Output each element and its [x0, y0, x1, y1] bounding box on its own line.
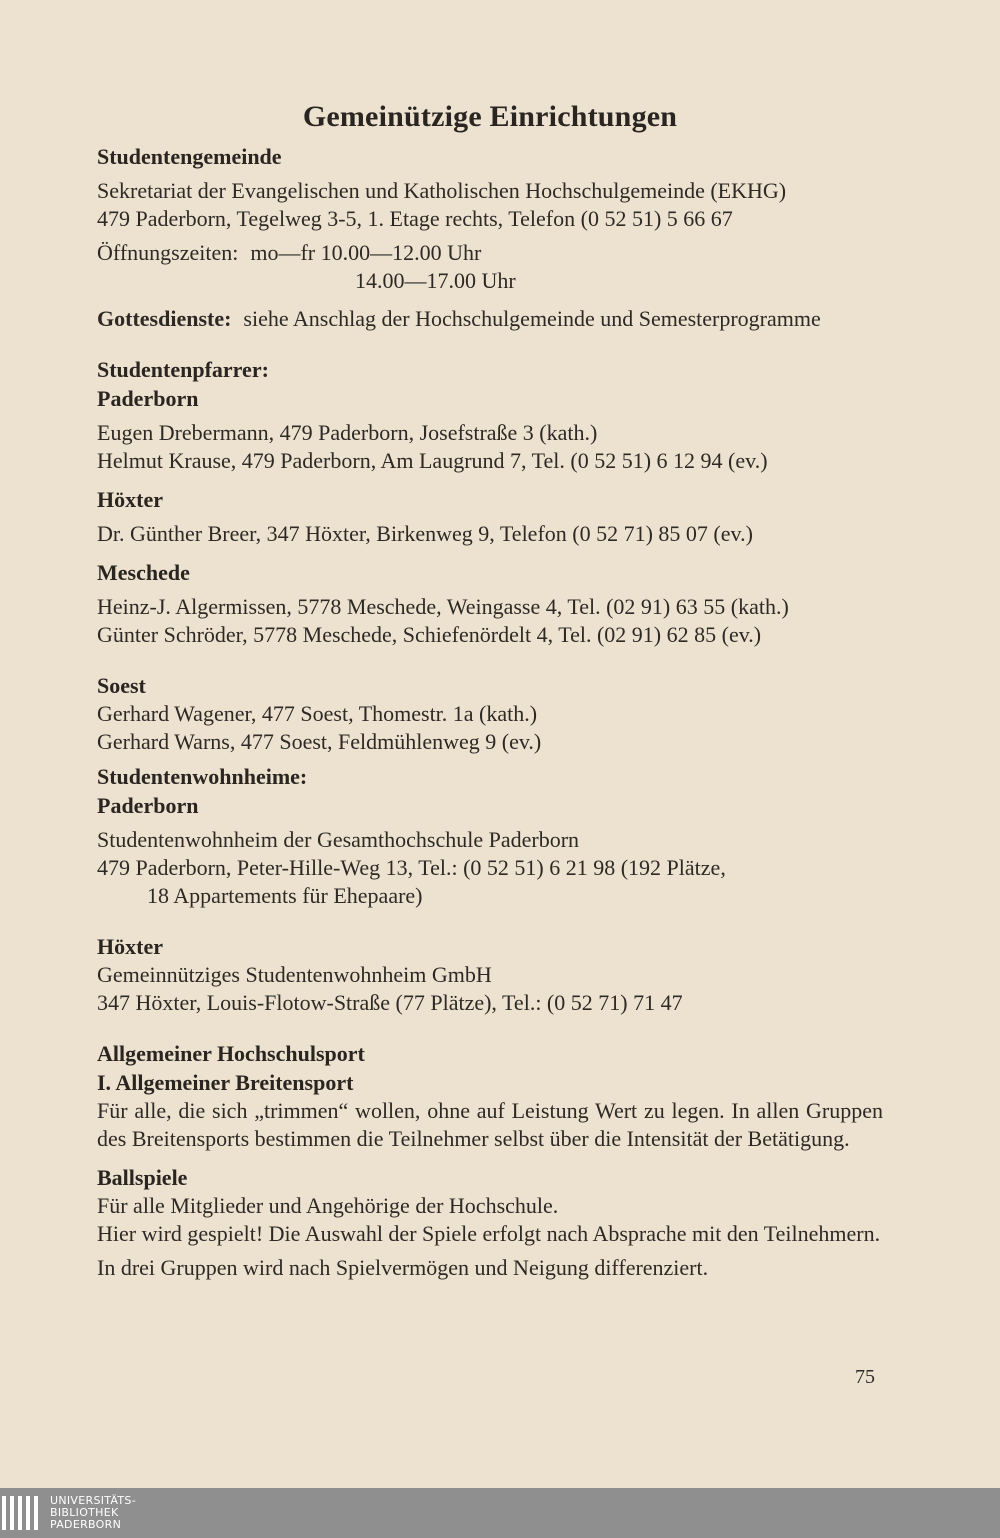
pfarrer-entry: Eugen Drebermann, 479 Paderborn, Josefstraße 3 (kath.): [97, 420, 598, 445]
pfarrer-entry: Dr. Günther Breer, 347 Höxter, Birkenweg 9, Telefon (0 52 71) 85 07 (ev.): [97, 521, 753, 546]
ekhg-address: 479 Paderborn, Tegelweg 3-5, 1. Etage rechts, Telefon (0 52 51) 5 66 67: [97, 206, 733, 231]
ballspiele-line: Hier wird gespielt! Die Auswahl der Spiele erfolgt nach Absprache mit den Teilnehmern.: [97, 1221, 881, 1246]
wohnheim-line: 18 Appartements für Ehepaare): [147, 883, 423, 908]
ballspiele-line: Für alle Mitglieder und Angehörige der Hochschule.: [97, 1193, 559, 1218]
hours-afternoon: 14.00—17.00 Uhr: [355, 268, 516, 293]
pfarrer-paderborn-heading: Paderborn: [97, 386, 199, 411]
page-number: 75: [855, 1366, 875, 1388]
ballspiele-line: In drei Gruppen wird nach Spielvermögen und Neigung differenziert.: [97, 1255, 709, 1280]
wohnheim-paderborn-heading: Paderborn: [97, 793, 199, 818]
pfarrer-entry: Helmut Krause, 479 Paderborn, Am Laugrund 7, Tel. (0 52 51) 6 12 94 (ev.): [97, 448, 768, 473]
library-name: [50, 1495, 136, 1531]
hochschulsport-heading: Allgemeiner Hochschulsport: [97, 1041, 365, 1066]
wohnheim-line: Studentenwohnheim der Gesamthochschule Paderborn: [97, 827, 580, 852]
pfarrer-entry: Gerhard Wagener, 477 Soest, Thomestr. 1a (kath.): [97, 701, 538, 726]
services-label: Gottesdienste:: [97, 306, 232, 331]
wohnheime-heading: Studentenwohnheime:: [97, 764, 308, 789]
library-footer: [0, 1488, 1000, 1538]
library-name-line: PADERBORN: [50, 1518, 122, 1531]
studentengemeinde-heading: Studentengemeinde: [97, 144, 282, 169]
services-text: siehe Anschlag der Hochschulgemeinde und Semesterprogramme: [243, 306, 821, 331]
ballspiele-heading: Ballspiele: [97, 1165, 188, 1190]
pfarrer-soest-heading: Soest: [97, 673, 146, 698]
pfarrer-entry: Gerhard Warns, 477 Soest, Feldmühlenweg 9 (ev.): [97, 729, 542, 754]
wohnheim-hoexter-heading: Höxter: [97, 934, 163, 959]
wohnheim-line: Gemeinnütziges Studentenwohnheim GmbH: [97, 962, 492, 987]
page-title: Gemeinützige Einrichtungen: [302, 100, 678, 133]
hours-morning: mo—fr 10.00—12.00 Uhr: [250, 240, 482, 265]
wohnheim-line: 479 Paderborn, Peter-Hille-Weg 13, Tel.: (0 52 51) 6 21 98 (192 Plätze,: [97, 855, 726, 880]
opening-hours: [97, 239, 883, 267]
studentenpfarrer-heading: Studentenpfarrer:: [97, 357, 269, 382]
wohnheim-line: 347 Höxter, Louis-Flotow-Straße (77 Plätze), Tel.: (0 52 71) 71 47: [97, 990, 683, 1015]
ekhg-line: Sekretariat der Evangelischen und Katholischen Hochschulgemeinde (EKHG): [97, 178, 787, 203]
pfarrer-entry: Heinz-J. Algermissen, 5778 Meschede, Weingasse 4, Tel. (02 91) 63 55 (kath.): [97, 594, 789, 619]
hours-label: Öffnungszeiten:: [97, 240, 239, 265]
page-content: [97, 100, 883, 1282]
library-name-line: UNIVERSITÄTS-: [50, 1494, 136, 1507]
pfarrer-hoexter-heading: Höxter: [97, 487, 163, 512]
pfarrer-entry: Günter Schröder, 5778 Meschede, Schiefenördelt 4, Tel. (02 91) 62 85 (ev.): [97, 622, 762, 647]
services-row: [97, 305, 883, 333]
library-logo-icon: [2, 1496, 42, 1530]
breitensport-text: Für alle, die sich „trimmen“ wollen, ohne auf Leistung Wert zu legen. In allen Gruppen des Breitensports bestimmen die Teilnehmer selbst über die Intensität der Betätigung.: [97, 1098, 883, 1151]
library-name-line: BIBLIOTHEK: [50, 1506, 119, 1519]
pfarrer-meschede-heading: Meschede: [97, 560, 190, 585]
breitensport-heading: I. Allgemeiner Breitensport: [97, 1070, 354, 1095]
